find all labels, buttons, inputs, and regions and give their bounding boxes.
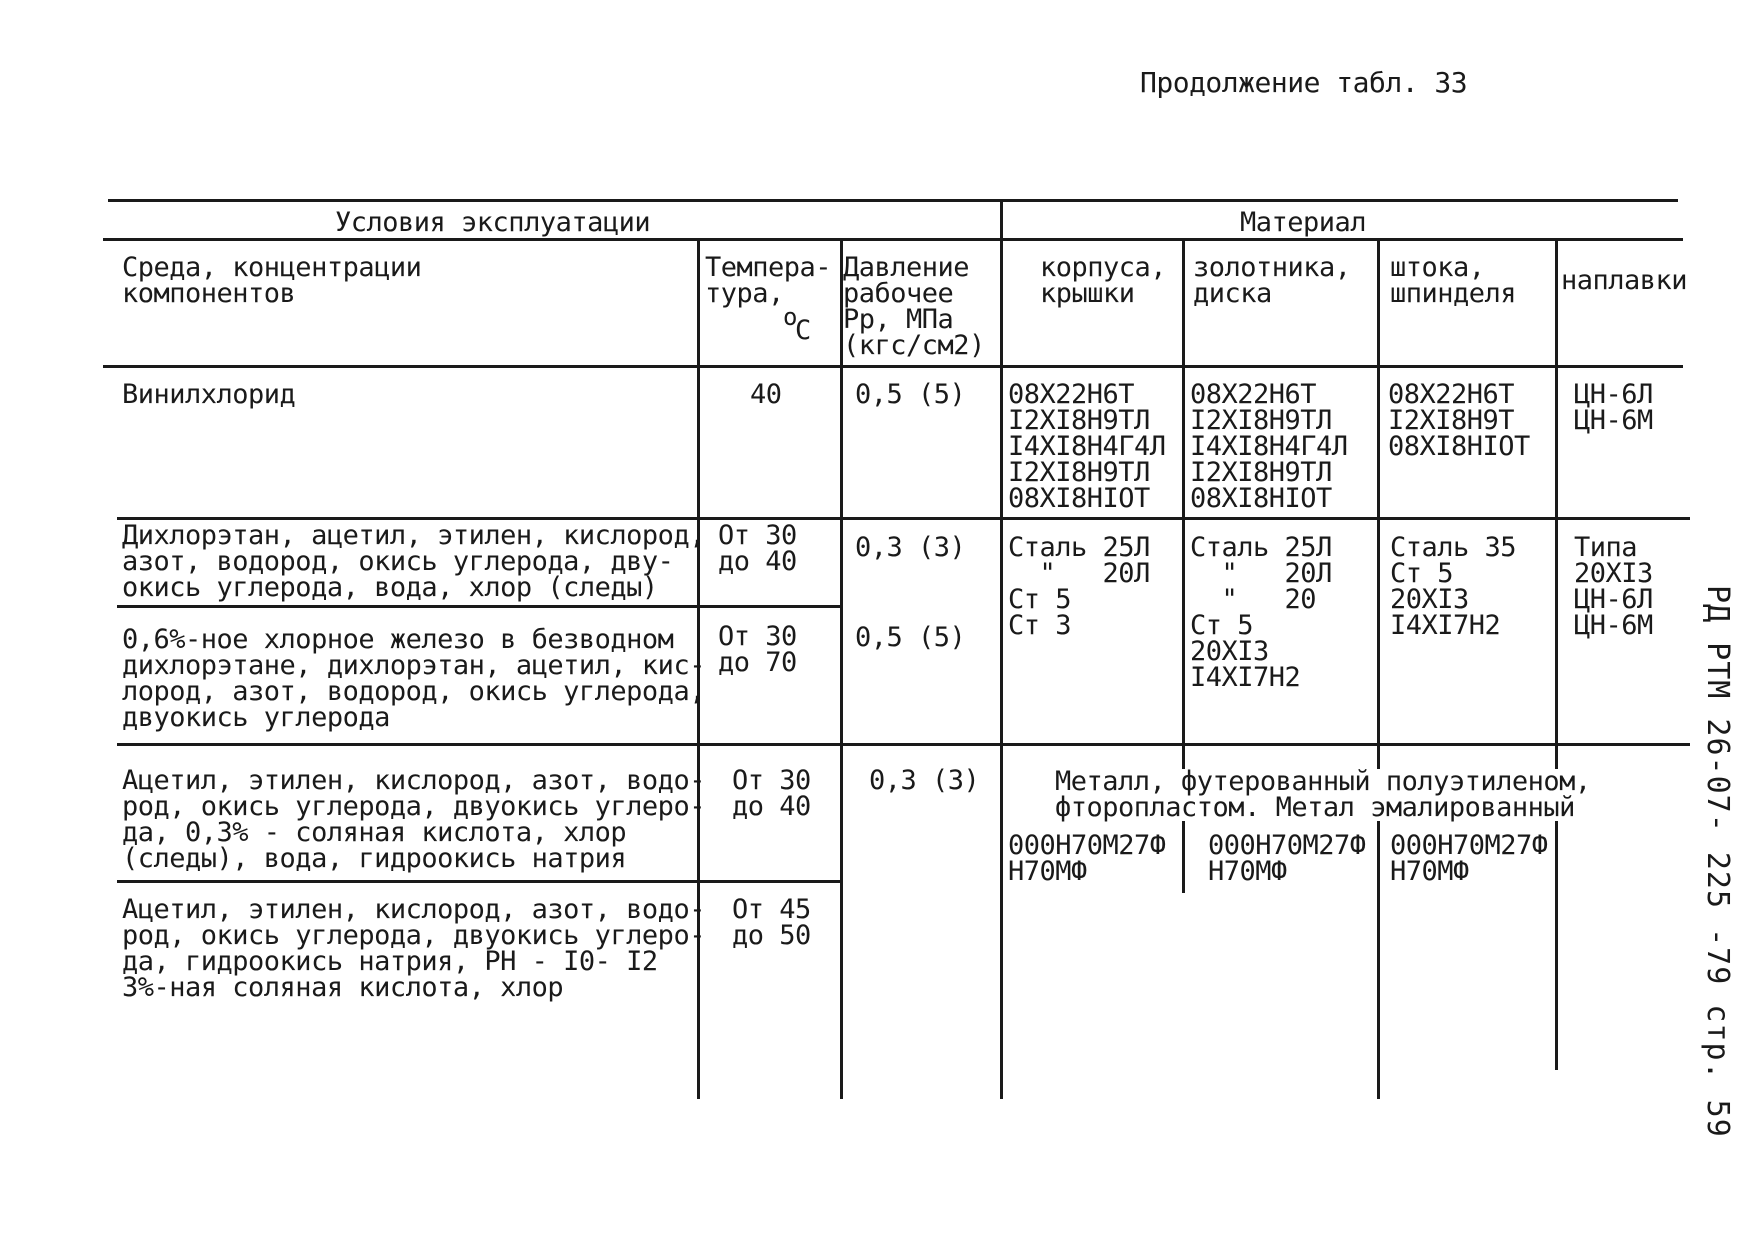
row3-temperature: От 30 до 70 [718, 621, 797, 678]
header-pressure: Давление рабочее Рр, МПа (кгс/см2) [843, 252, 985, 361]
row1-temperature: 40 [750, 379, 782, 410]
continuation-title: Продолжение табл. 33 [1140, 66, 1468, 99]
row5-medium: Ацетил, этилен, кислород, азот, водо- род, окись углерода, двуокись углеро- да, гидроокись натрия, РН - I0- I2 3%-ная соляная кислота, хлор [122, 894, 705, 1003]
row2-temperature: От 30 до 40 [718, 520, 797, 577]
header-medium: Среда, концентрации компонентов [122, 252, 422, 309]
conditions-material-divider [1000, 199, 1003, 1099]
table-top-rule [108, 199, 1678, 202]
group2-surfacing: Типа 20XI3 ЦН-6Л ЦН-6М [1574, 532, 1653, 641]
stem-left-rule [1377, 238, 1380, 1099]
group2-body: Сталь 25Л " 20Л Ст 5 Ст 3 [1008, 532, 1150, 641]
header-surfacing: наплавки [1561, 265, 1688, 296]
pressure-left-rule [840, 238, 843, 1099]
group3-note: Металл, футерованный полуэтиленом, фторопластом. Метал эмалированный [1055, 769, 1595, 821]
row1-medium: Винилхлорид [122, 379, 296, 410]
row-separator-2 [117, 605, 842, 608]
header-temperature: Темпера- тура, [705, 252, 832, 309]
row-separator-3 [117, 743, 1690, 746]
row3-medium: 0,6%-ное хлорное железо в безводном дихлорэтане, дихлорэтан, ацетил, кис- лород, азот, водород, окись углерода, двуокись углерода [122, 624, 705, 733]
document-code-label: РД РТМ 26-07- 225 -79 стр. 59 [1700, 585, 1735, 1138]
group3-stem: 000Н70М27Ф Н70МФ [1390, 830, 1548, 887]
temperature-unit-sup: о [783, 303, 798, 331]
row3-pressure: 0,5 (5) [855, 622, 966, 653]
group2-spool: Сталь 25Л " 20Л " 20 Ст 5 20XI3 I4XI7H2 [1190, 532, 1332, 693]
temperature-unit: С [795, 315, 811, 346]
row5-temperature: От 45 до 50 [732, 894, 811, 951]
row1-pressure: 0,5 (5) [855, 379, 966, 410]
header-body: корпуса, крышки [1040, 252, 1167, 309]
row1-stem: 08Х22Н6Т I2XI8H9T 08XI8HIOT [1388, 379, 1530, 462]
group2-stem: Сталь 35 Ст 5 20XI3 I4XI7H2 [1390, 532, 1517, 641]
row4-temperature: От 30 до 40 [732, 765, 811, 822]
header-spool: золотника, диска [1193, 252, 1351, 309]
surfacing-left-rule [1555, 238, 1558, 1070]
row1-surfacing: ЦН-6Л ЦН-6М [1574, 379, 1653, 436]
row1-body: 08Х22Н6Т I2XI8H9TЛ I4XI8H4Г4Л I2XI8H9TЛ 08XI8HIOT [1008, 379, 1166, 514]
row4-pressure: 0,3 (3) [869, 765, 980, 796]
column-header-rule [103, 365, 1683, 368]
material-group-header: Материал [1240, 207, 1367, 238]
group3-spool: 000Н70М27Ф Н70МФ [1208, 830, 1366, 887]
group3-body: 000Н70М27Ф Н70МФ [1008, 830, 1166, 887]
header-stem: штока, шпинделя [1390, 252, 1517, 309]
group-header-rule [103, 238, 1683, 241]
row-separator-4 [117, 880, 842, 883]
conditions-group-header: Условия эксплуатации [335, 207, 651, 238]
row4-medium: Ацетил, этилен, кислород, азот, водо- род, окись углерода, двуокись углеро- да, 0,3% - соляная кислота, хлор (следы), вода, гидроокись натрия [122, 765, 705, 874]
row2-pressure: 0,3 (3) [855, 532, 966, 563]
row1-spool: 08Х22Н6Т I2XI8H9TЛ I4XI8H4Г4Л I2XI8H9TЛ 08XI8HIOT [1190, 379, 1348, 514]
row2-medium: Дихлорэтан, ацетил, этилен, кислород, азот, водород, окись углерода, дву- окись углерода, вода, хлор (следы) [122, 520, 705, 603]
